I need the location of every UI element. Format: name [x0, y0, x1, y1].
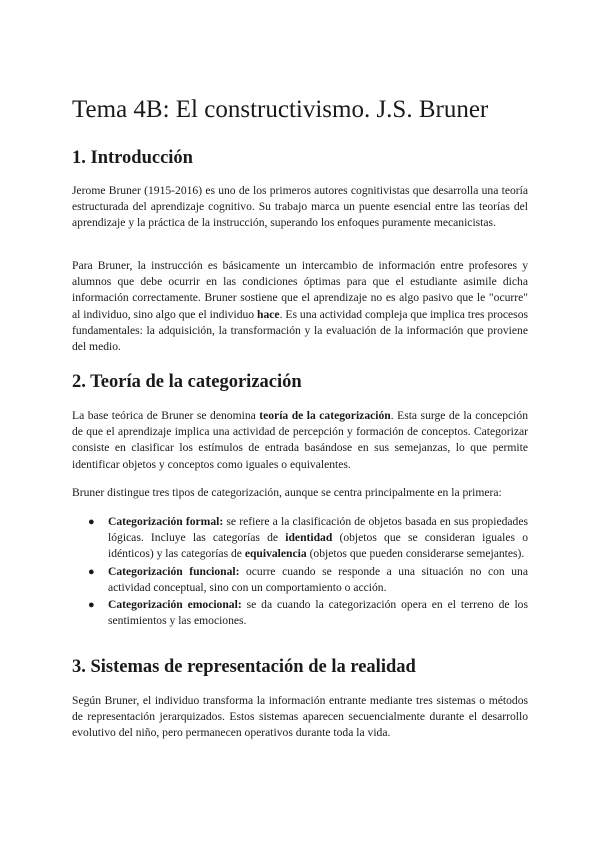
- categorizacion-paragraph-1: [72, 408, 528, 473]
- section-heading-introduccion: 1. Introducción: [72, 148, 193, 168]
- section-heading-sistemas: 3. Sistemas de representación de la realidad: [72, 657, 416, 677]
- intro-paragraph-2-bold: hace: [257, 307, 280, 321]
- sistemas-paragraph-1: Según Bruner, el individuo transforma la información entrante mediante tres sistemas o métodos de representación jerarquizados. Estos sistemas aparecen secuencialmente durante el desarrollo evolutivo del niño, pero permanecen operativos durante toda la vida.: [72, 694, 528, 740]
- categorizacion-paragraph-1-text-b: . Esta surge de la concepción de que el aprendizaje implica una actividad de percepción y formación de conceptos. Categorizar consiste en clasificar los estímulos de entrada basándose en sus semejanzas, lo que permite identificar objetos y conceptos como iguales o equivalentes.: [72, 409, 528, 471]
- categorizacion-paragraph-1-text-a: La base teórica de Bruner se denomina: [72, 409, 260, 422]
- list-item-formal-text-b: (objetos que se consideran iguales o idénticos) y las categorías de: [108, 531, 529, 561]
- section-heading-categorizacion: 2. Teoría de la categorización: [72, 372, 302, 392]
- bullet-icon: ●: [88, 565, 95, 578]
- intro-paragraph-2-text-a: Para Bruner, la instrucción es básicamente un intercambio de información entre profesores y alumnos que debe ocurrir en las condiciones óptimas para que el estudiante asimile dicha información correctamente. Bruner sostiene que el aprendizaje no es algo pasivo que le "ocurre" al individuo, sino algo que el individuo: [72, 259, 528, 321]
- list-item-formal-equivalencia: equivalencia: [244, 547, 307, 561]
- intro-paragraph-1: Jerome Bruner (1915-2016) es uno de los primeros autores cognitivistas que desarrolla una teoría estructurada del aprendizaje cognitivo. Su trabajo marca un puente esencial entre las teorías del aprendizaje y la práctica de la instrucción, superando los enfoques puramente mecanicistas.: [72, 184, 528, 230]
- list-item-emocional: [72, 597, 528, 629]
- list-item-funcional: [72, 564, 528, 596]
- list-item-formal-identidad: identidad: [285, 531, 333, 545]
- list-item-emocional-text: se da cuando la categorización opera en el terreno de los sentimientos y las emociones.: [108, 598, 528, 628]
- categorizacion-paragraph-2: Bruner distingue tres tipos de categorización, aunque se centra principalmente en la primera:: [72, 486, 502, 499]
- list-item-funcional-label: Categorización funcional:: [108, 564, 240, 578]
- document-title: Tema 4B: El constructivismo. J.S. Bruner: [72, 96, 489, 123]
- intro-paragraph-2: [72, 258, 528, 355]
- intro-paragraph-2-text-b: . Es una actividad compleja que implica tres procesos fundamentales: la adquisición, la transformación y la evaluación de la información que proviene del medio.: [72, 307, 529, 354]
- list-item-formal: [72, 514, 528, 563]
- bullet-icon: ●: [88, 599, 95, 612]
- categorizacion-paragraph-1-bold: teoría de la categorización: [259, 409, 391, 422]
- list-item-formal-text-c: (objetos que pueden considerarse semejantes).: [306, 547, 525, 561]
- list-item-formal-label: Categorización formal:: [108, 515, 224, 528]
- list-item-funcional-text: ocurre cuando se responde a una situación no con una actividad conceptual, sino con un comportamiento o acción.: [108, 564, 528, 594]
- list-item-formal-text-a: se refiere a la clasificación de objetos basada en sus propiedades lógicas. Incluye las categorías de: [108, 515, 528, 545]
- categorizacion-list: [72, 514, 528, 630]
- bullet-icon: ●: [88, 516, 95, 528]
- list-item-emocional-label: Categorización emocional:: [108, 598, 242, 612]
